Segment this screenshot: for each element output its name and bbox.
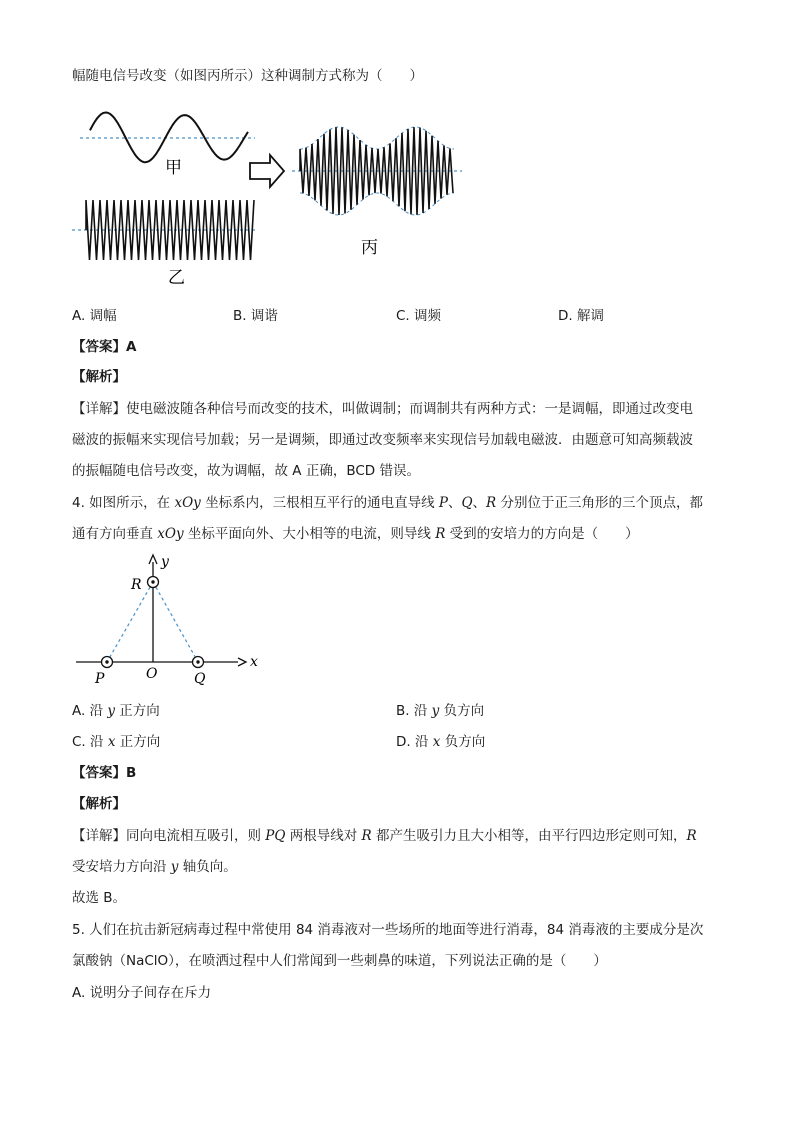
point-label-p: P bbox=[95, 671, 105, 687]
q4-answer: 【答案】B bbox=[72, 765, 137, 781]
point-label-q: Q bbox=[194, 671, 206, 687]
label-bing: 丙 bbox=[361, 238, 378, 258]
coordinate-figure bbox=[70, 550, 270, 690]
signal-wave-jia bbox=[90, 113, 248, 163]
q4-option-c[interactable]: C. 沿 x 正方向 bbox=[72, 734, 161, 750]
q4-detail-line-1: 【详解】同向电流相互吸引，则 PQ 两根导线对 R 都产生吸引力且大小相等，由平行四边形定则可知，R bbox=[72, 828, 697, 844]
origin-label-o: O bbox=[146, 666, 158, 682]
q4-stem-line-2: 通有方向垂直 xOy 坐标平面向外、大小相等的电流，则导线 R 受到的安培力的方向是（ ） bbox=[72, 526, 639, 542]
am-wave-bing bbox=[300, 127, 453, 215]
q3-detail-line-2: 磁波的振幅来实现信号加载；另一是调频，即通过改变频率来实现信号加载电磁波．由题意可知高频载波 bbox=[72, 432, 693, 448]
q3-option-b[interactable]: B. 调谐 bbox=[233, 308, 278, 324]
q3-answer: 【答案】A bbox=[72, 339, 137, 355]
q4-option-d[interactable]: D. 沿 x 负方向 bbox=[396, 734, 486, 750]
q3-option-c[interactable]: C. 调频 bbox=[396, 308, 442, 324]
q4-conclusion: 故选 B。 bbox=[72, 890, 127, 906]
q3-stem-tail: 幅随电信号改变（如图丙所示）这种调制方式称为（ ） bbox=[72, 68, 423, 84]
axis-label-y: y bbox=[161, 554, 169, 570]
q4-stem-line-1: 4. 如图所示，在 xOy 坐标系内，三根相互平行的通电直导线 P、Q、R 分别位于正三角形的三个顶点，都 bbox=[72, 495, 704, 511]
arrow-icon bbox=[250, 155, 284, 187]
label-yi: 乙 bbox=[168, 268, 185, 288]
wire-p-current-out-icon bbox=[102, 657, 113, 668]
q4-option-b[interactable]: B. 沿 y 负方向 bbox=[396, 703, 485, 719]
q5-stem-line-2: 氯酸钠（NaClO），在喷洒过程中人们常闻到一些刺鼻的味道，下列说法正确的是（ ） bbox=[72, 953, 607, 969]
q3-detail-line-1: 【详解】使电磁波随各种信号而改变的技术，叫做调制；而调制共有两种方式：一是调幅，即通过改变电 bbox=[72, 401, 693, 417]
q3-option-a[interactable]: A. 调幅 bbox=[72, 308, 117, 324]
q3-detail-line-3: 的振幅随电信号改变，故为调幅，故 A 正确，BCD 错误。 bbox=[72, 463, 420, 479]
q4-option-a[interactable]: A. 沿 y 正方向 bbox=[72, 703, 160, 719]
x-axis-arrow-icon bbox=[238, 658, 246, 666]
label-jia: 甲 bbox=[165, 158, 182, 178]
q4-detail-line-2: 受安培力方向沿 y 轴负向。 bbox=[72, 859, 237, 875]
wire-r-current-out-icon bbox=[148, 577, 159, 588]
point-label-r: R bbox=[131, 577, 142, 593]
am-envelope-bottom bbox=[300, 193, 454, 215]
axis-label-x: x bbox=[250, 654, 258, 670]
modulation-figure bbox=[70, 95, 470, 295]
q5-option-a[interactable]: A. 说明分子间存在斥力 bbox=[72, 985, 212, 1001]
q3-analysis-heading: 【解析】 bbox=[72, 369, 126, 385]
q4-analysis-heading: 【解析】 bbox=[72, 796, 126, 812]
q5-stem-line-1: 5. 人们在抗击新冠病毒过程中常使用 84 消毒液对一些场所的地面等进行消毒，84 消毒液的主要成分是次 bbox=[72, 922, 704, 938]
wire-q-current-out-icon bbox=[193, 657, 204, 668]
q3-option-d[interactable]: D. 解调 bbox=[558, 308, 604, 324]
